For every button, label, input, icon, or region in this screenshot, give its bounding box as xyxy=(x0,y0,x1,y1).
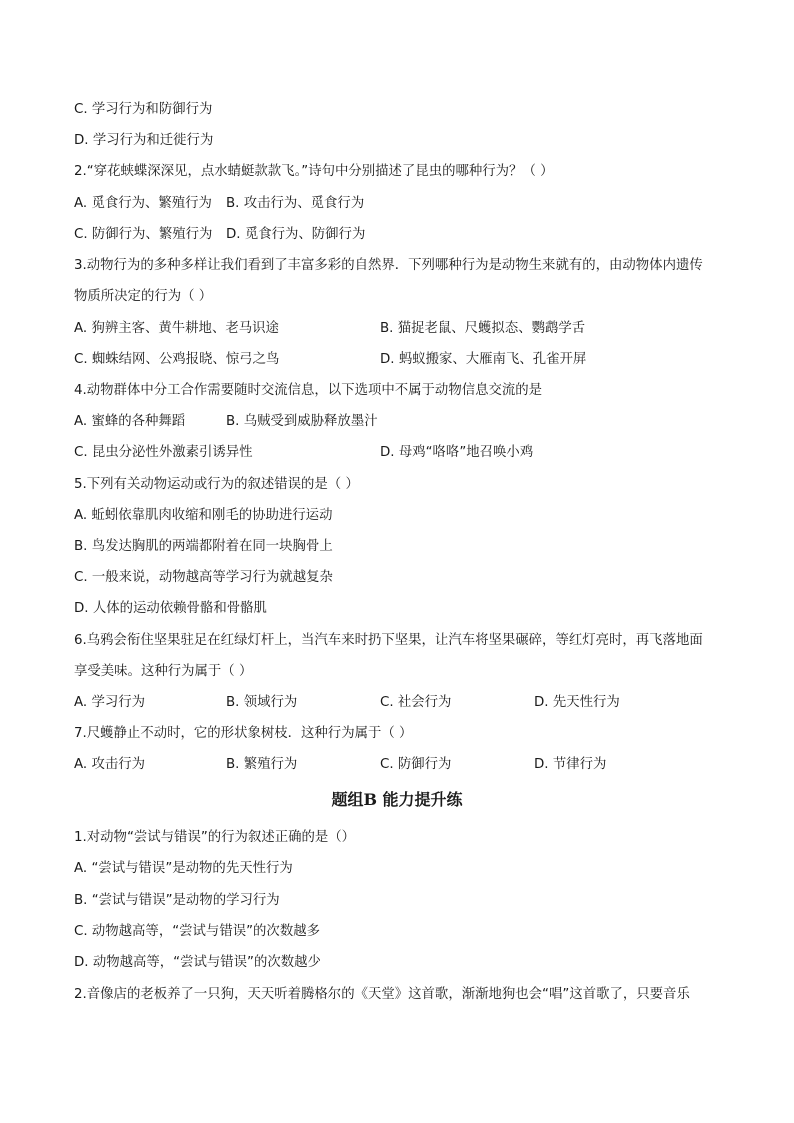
option-d: D. 人体的运动依赖骨骼和骨骼肌 xyxy=(74,601,267,616)
option-b: B. 攻击行为、觅食行为 xyxy=(226,196,365,211)
option-a: A. 狗辨主客、黄牛耕地、老马识途 xyxy=(74,321,279,336)
option-b: B. 乌贼受到威胁释放墨汁 xyxy=(226,414,378,429)
option-d: D. 蚂蚁搬家、大雁南飞、孔雀开屏 xyxy=(380,352,587,367)
option-d: D. 学习行为和迁徙行为 xyxy=(74,133,214,148)
option-c: C. 社会行为 xyxy=(380,695,452,710)
question-stem: 3.动物行为的多种多样让我们看到了丰富多彩的自然界．下列哪种行为是动物生来就有的，由动物体内遗传 xyxy=(74,258,703,273)
question-stem: 6.乌鸦会衔住坚果驻足在红绿灯杆上，当汽车来时扔下坚果，让汽车将坚果碾碎，等红灯亮时，再飞落地面 xyxy=(74,633,703,648)
option-c: C. 昆虫分泌性外激素引诱异性 xyxy=(74,445,253,460)
section-title: 题组B 能力提升练 xyxy=(331,790,463,809)
option-c: C. 蜘蛛结网、公鸡报晓、惊弓之鸟 xyxy=(74,352,280,367)
question-stem: 4.动物群体中分工合作需要随时交流信息，以下选项中不属于动物信息交流的是 xyxy=(74,383,543,398)
option-b: B. 领域行为 xyxy=(226,695,298,710)
question-stem-cont: 享受美味。这种行为属于（ ） xyxy=(74,664,253,679)
option-d: D. 先天性行为 xyxy=(534,695,620,710)
option-d: D. 节律行为 xyxy=(534,757,607,772)
question-stem: 2.“穿花蛱蝶深深见，点水蜻蜓款款飞。”诗句中分别描述了昆虫的哪种行为？（ ） xyxy=(74,164,554,179)
option-b: B. 猫捉老鼠、尺蠖拟态、鹦鹉学舌 xyxy=(380,321,586,336)
option-c: C. 防御行为 xyxy=(380,757,452,772)
question-stem: 1.对动物“尝试与错误”的行为叙述正确的是（） xyxy=(74,830,356,845)
option-a: A. 攻击行为 xyxy=(74,757,145,772)
option-c: C. 一般来说，动物越高等学习行为就越复杂 xyxy=(74,570,333,585)
option-c: C. 动物越高等，“尝试与错误”的次数越多 xyxy=(74,924,320,939)
option-d: D. 动物越高等，“尝试与错误”的次数越少 xyxy=(74,955,321,970)
option-b: B. 繁殖行为 xyxy=(226,757,298,772)
question-stem: 7.尺蠖静止不动时，它的形状象树枝．这种行为属于（ ） xyxy=(74,726,413,741)
question-stem: 5.下列有关动物运动或行为的叙述错误的是（ ） xyxy=(74,477,359,492)
option-b: B. “尝试与错误”是动物的学习行为 xyxy=(74,893,280,908)
question-stem-cont: 物质所决定的行为（ ） xyxy=(74,289,213,304)
option-b: B. 鸟发达胸肌的两端都附着在同一块胸骨上 xyxy=(74,539,333,554)
option-c: C. 学习行为和防御行为 xyxy=(74,102,213,117)
option-a: A. 蜜蜂的各种舞蹈 xyxy=(74,414,186,429)
option-d: D. 母鸡“咯咯”地召唤小鸡 xyxy=(380,445,534,460)
question-stem: 2.音像店的老板养了一只狗，天天听着腾格尔的《天堂》这首歌，渐渐地狗也会“唱”这首歌了，只要音乐 xyxy=(74,987,690,1002)
option-a: A. 学习行为 xyxy=(74,695,145,710)
option-a: A. 蚯蚓依靠肌肉收缩和刚毛的协助进行运动 xyxy=(74,508,333,523)
option-a: A. 觅食行为、繁殖行为 xyxy=(74,196,212,211)
option-a: A. “尝试与错误”是动物的先天性行为 xyxy=(74,861,293,876)
option-d: D. 觅食行为、防御行为 xyxy=(226,227,366,242)
option-c: C. 防御行为、繁殖行为 xyxy=(74,227,213,242)
